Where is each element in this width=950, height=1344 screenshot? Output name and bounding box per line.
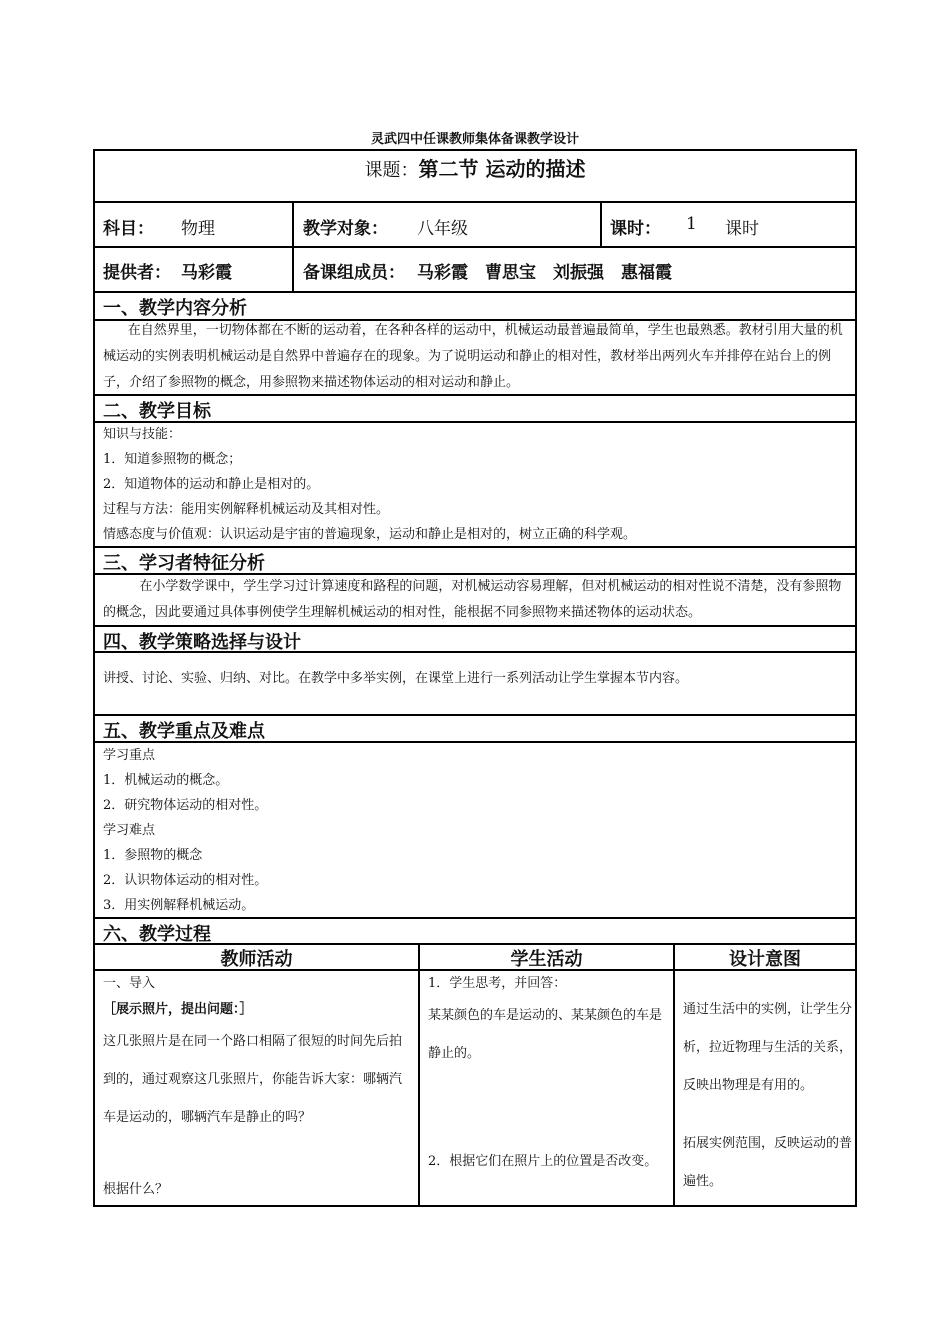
key-point-line: 学习难点	[103, 823, 156, 838]
key-point-line: 学习重点	[103, 748, 156, 763]
key-point-line: 2．研究物体运动的相对性。	[103, 798, 268, 813]
hours-unit: 课时	[725, 219, 759, 239]
section-heading-content-analysis: 一、教学内容分析	[103, 298, 247, 319]
key-point-line: 2．认识物体运动的相对性。	[103, 873, 268, 888]
column-header-teacher: 教师活动	[220, 949, 293, 970]
members-label: 备课组成员：	[303, 263, 405, 283]
learner-analysis-text	[103, 574, 847, 626]
hours-label: 课时：	[610, 219, 661, 239]
section-heading-objectives: 二、教学目标	[103, 401, 211, 422]
key-point-line: 1．参照物的概念	[103, 848, 203, 863]
provider-label: 提供者：	[103, 263, 171, 283]
subject-label: 科目：	[103, 219, 154, 239]
strategy-paragraph: 讲授、讨论、实验、归纳、对比。在教学中多举实例，在课堂上进行一系列活动让学生掌握本节内容。	[103, 671, 689, 686]
section-heading-learner-analysis: 三、学习者特征分析	[103, 553, 265, 574]
content-analysis-paragraph: 在自然界里，一切物体都在不断的运动着，在各种各样的运动中，机械运动最普遍最简单，学生也最熟悉。教材引用大量的机械运动的实例表明机械运动是自然界中普遍存在的现象。为了说明运动和静止的相对性，教材举出两列火车并排停在站台上的例子，介绍了参照物的概念，用参照物来描述物体运动的相对运动和静止。	[103, 323, 843, 390]
provider-value: 马彩霞	[181, 263, 232, 283]
learner-analysis-paragraph: 在小学数学课中，学生学习过计算速度和路程的问题，对机械运动容易理解，但对机械运动的相对性说不清楚，没有参照物的概念，因此要通过具体事例使学生理解机械运动的相对性，能根据不同参照物来描述物体的运动状态。	[103, 579, 842, 620]
section-heading-process: 六、教学过程	[103, 924, 211, 945]
hours-value: 1	[686, 214, 697, 234]
objective-line: 过程与方法：能用实例解释机械运动及其相对性。	[103, 502, 390, 517]
key-point-line: 3．用实例解释机械运动。	[103, 898, 255, 913]
teacher-line: ［展示照片，提出问题：］	[103, 1002, 253, 1017]
intent-line: 通过生活中的实例，让学生分析，拉近物理与生活的关系，反映出物理是有用的。	[683, 1002, 853, 1093]
column-header-student: 学生活动	[510, 949, 583, 970]
student-activity-cell	[428, 971, 668, 1181]
members-value: 马彩霞 曹思宝 刘振强 惠福霞	[417, 263, 672, 283]
student-line: 2．根据它们在照片上的位置是否改变。	[428, 1154, 658, 1169]
subject-value: 物理	[181, 219, 215, 239]
objective-line: 情感态度与价值观：认识运动是宇宙的普遍现象，运动和静止是相对的，树立正确的科学观。	[103, 527, 637, 542]
objective-line: 1．知道参照物的概念；	[103, 452, 242, 467]
key-point-line: 1．机械运动的概念。	[103, 773, 229, 788]
content-analysis-text	[103, 318, 847, 396]
audience-value: 八年级	[417, 219, 468, 239]
key-points-text	[103, 743, 847, 918]
section-heading-key-points: 五、教学重点及难点	[103, 721, 265, 742]
topic-label: 课题：	[364, 160, 419, 181]
intent-line: 拓展实例范围，反映运动的普遍性。	[683, 1136, 853, 1189]
document-title: 灵武四中任课教师集体备课教学设计	[370, 132, 579, 147]
column-header-intent: 设计意图	[729, 949, 801, 970]
objectives-text	[103, 422, 847, 547]
teacher-line: 一、导入	[103, 976, 156, 991]
audience-label: 教学对象：	[303, 219, 388, 239]
topic-value: 第二节 运动的描述	[418, 157, 586, 181]
teacher-line: 根据什么？	[103, 1182, 169, 1197]
strategy-text	[103, 666, 847, 692]
objective-line: 2．知道物体的运动和静止是相对的。	[103, 477, 320, 492]
topic-row	[95, 153, 855, 182]
student-line: 某某颜色的车是运动的、某某颜色的车是静止的。	[428, 1008, 663, 1061]
objective-line: 知识与技能：	[103, 427, 182, 442]
section-heading-strategy: 四、教学策略选择与设计	[103, 632, 301, 653]
teacher-activity-cell	[103, 971, 411, 1209]
lesson-plan-table	[93, 149, 857, 1207]
student-line: 1．学生思考，并回答：	[428, 976, 567, 991]
teacher-line: 这几张照片是在同一个路口相隔了很短的时间先后拍到的，通过观察这几张照片，你能告诉大家：哪辆汽车是运动的，哪辆汽车是静止的吗？	[103, 1034, 403, 1125]
design-intent-cell	[683, 991, 853, 1201]
